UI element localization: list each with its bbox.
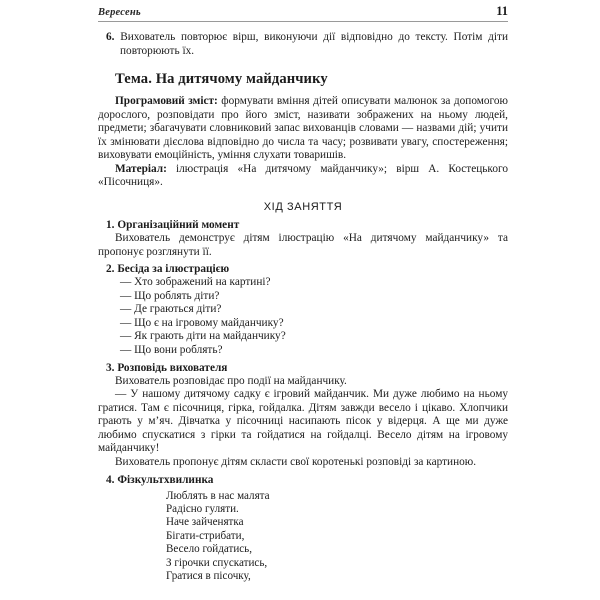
carryover-item-number: 6. [106,31,115,43]
list-item: — Де граються діти? [120,303,222,316]
list-item: — Що є на ігровому майданчику? [120,316,284,329]
poem-line: Весело гойдатись, [166,543,253,556]
section-2-title: Бесіда за ілюстрацією [117,263,230,276]
page-number: 11 [496,4,508,18]
carryover-item-text: Вихователь повторює вірш, виконуючи дії відповідно до тексту. Потім діти повторюють їх. [120,31,508,57]
page-title [115,71,508,88]
section-4-number: 4. [106,473,115,486]
section-3-story: — У нашому дитячому садку є ігровий майданчик. Ми дуже любимо на ньому гратися. Там є пісочниця, гірка, гойдалка. Дітям завжди весело і цікаво. Хлопчики грають у м’яч. Дівчатка у пісочниці насипають пісок у відерця. А ще ми дуже любимо спускатися з гірки та гойдатися на гойдалці. Весело дітям на ігровому майданчику! [98,388,508,455]
course-heading: ХІД ЗАНЯТТЯ [263,201,343,214]
program-content-paragraph [98,95,508,163]
material-label: Матеріал: [115,162,167,175]
section-3-closing: Вихователь пропонує дітям скласти свої коротенькі розповіді за картиною. [115,455,477,468]
section-1-number: 1. [106,219,115,232]
program-content-label: Програмовий зміст: [115,95,218,108]
running-head [98,0,508,22]
section-2-number: 2. [106,263,115,276]
section-heading-2 [98,262,508,276]
topic-label: Тема. [115,71,152,88]
question-list [98,276,508,358]
section-heading-3 [98,361,508,375]
material-paragraph [98,163,508,190]
section-1-title: Організаційний момент [117,219,240,232]
section-3-body: Вихователь розповідає про події на майданчику. [115,374,347,387]
section-heading-1 [98,218,508,232]
carryover-list-item [98,31,508,58]
material-text: ілюстрація «На дитячому майданчику»; вірш А. Костецького «Пісочниця». [98,162,508,189]
poem-line: Люблять в нас малята [166,489,270,502]
poem-line: Наче зайченятка [166,516,244,529]
poem-block [98,490,508,584]
section-1-body: Вихователь демонструє дітям ілюстрацію «На дитячому майданчику» та пропонує розглянути її. [98,232,508,258]
poem-line: Гратися в пісочку, [166,569,251,582]
list-item: — Що роблять діти? [120,289,220,302]
list-item: — Як грають діти на майданчику? [120,330,286,343]
section-heading-4 [98,473,508,487]
section-4-title: Фізкультхвилинка [117,473,214,486]
page-body [98,22,508,583]
program-content-text: формувати вміння дітей описувати малюнок за допомогою дорослого, розповідати про його зміст, називати зображених на ньому людей, предмети; збагачувати словниковий запас вихованців словами — назвами дій; учити їх змінювати дієслова відповідно до числа та часу; розвивати увагу, спостереження; виховувати емоційність, уміння слухати товаришів. [98,95,508,162]
text-column [98,0,508,600]
list-item: — Хто зображений на картині? [120,276,271,289]
poem-line: З гірочки спускатись, [166,556,268,569]
topic-name: На дитячому майданчику [155,71,328,88]
poem-line: Бігати-стрибати, [166,529,245,542]
running-head-title: Вересень [98,7,141,18]
poem-line: Радісно гуляти. [166,502,239,515]
list-item: — Що вони роблять? [120,344,223,357]
section-3-title: Розповідь вихователя [117,361,228,374]
section-3-number: 3. [106,361,115,374]
